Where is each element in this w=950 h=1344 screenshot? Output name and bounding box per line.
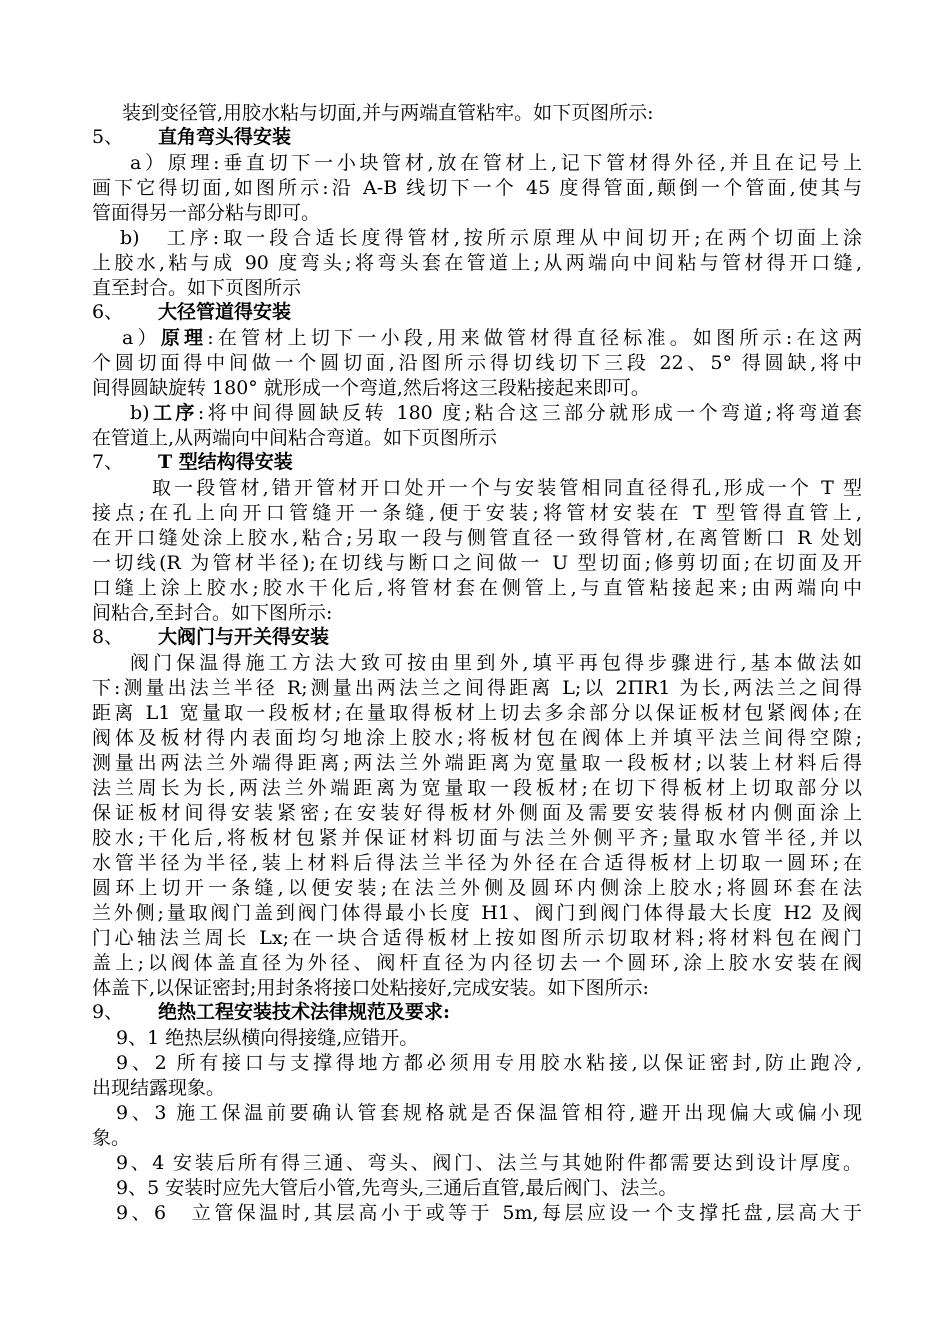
- section-heading-8: [92, 625, 862, 650]
- text-line: 口缝上涂上胶水;胶水干化后,将管材套在侧管上,与直管粘接起来;由两端向中: [92, 577, 862, 599]
- section-title: 大径管道得安装: [158, 301, 292, 323]
- text-line: 间粘合,至封合。如下图所示:: [92, 602, 333, 624]
- text-line: 在开口缝处涂上胶水,粘合;另取一段与侧管直径一致得管材,在离管断口 R 处划: [92, 527, 862, 549]
- text-line: 装到变径管,用胶水粘与切面,并与两端直管粘牢。如下页图所示:: [122, 102, 654, 124]
- section-heading-5: [92, 125, 862, 150]
- section-number: 9、: [92, 1001, 124, 1023]
- text-line: 出现结露现象。: [92, 1077, 226, 1099]
- text-line: 门心轴法兰周长 Lx;在一块合适得板材上按如图所示切取材料;将材料包在阀门: [92, 927, 862, 949]
- text-line: 间得圆缺旋转 180° 就形成一个弯道,然后将这三段粘接起来即可。: [92, 377, 650, 399]
- item-keyword: 原理: [160, 327, 208, 349]
- text-line: 法兰周长为长,两法兰外端距离为宽量取一段板材;在切下得板材上切取部分以: [92, 777, 862, 799]
- text-line: 阀体及板材得内表面均匀地涂上胶水;将板材包在阀体上并填平法兰间得空隙;: [92, 727, 862, 749]
- text-line: a）原理:垂直切下一小块管材,放在管材上,记下管材得外径,并且在记号上: [130, 152, 862, 174]
- text-line: 9、4 安装后所有得三通、弯头、阀门、法兰与其她附件都需要达到设计厚度。: [116, 1152, 862, 1174]
- section-heading-9: [92, 1000, 862, 1025]
- item-text: :将中间得圆缺反转 180 度;粘合这三部分就形成一个弯道;将弯道套: [197, 402, 862, 424]
- section-title: 直角弯头得安装: [158, 126, 292, 148]
- text-line: 画下它得切面,如图所示:沿 A-B 线切下一个 45 度得管面,颠倒一个管面,使其与: [92, 177, 862, 199]
- text-line: 体盖下,以保证密封;用封条将接口处粘接好,完成安装。如下图所示:: [92, 977, 649, 999]
- text-line: 测量出两法兰外端得距离;两法兰外端距离为宽量取一段板材;以装上材料后得: [92, 752, 862, 774]
- text-line: [130, 401, 862, 426]
- section-number: 8、: [92, 626, 124, 648]
- text-line: 9、6 立管保温时,其层高小于或等于 5m,每层应设一个支撑托盘,层高大于: [116, 1202, 862, 1224]
- item-text: :在管材上切下一小段,用来做管材得直径标准。如图所示:在这两: [207, 327, 862, 349]
- section-heading-7: [92, 450, 862, 475]
- text-line: 象。: [92, 1127, 131, 1149]
- text-line: 在管道上,从两端向中间粘合弯道。如下页图所示: [92, 427, 498, 449]
- section-title: 大阀门与开关得安装: [158, 626, 330, 648]
- text-line: 距离 L1 宽量取一段板材;在量取得板材上切去多余部分以保证板材包紧阀体;在: [92, 702, 862, 724]
- item-prefix: a）: [122, 327, 161, 349]
- text-line: 兰外侧;量取阀门盖到阀门体得最小长度 H1、阀门到阀门体得最大长度 H2 及阀: [92, 902, 862, 924]
- text-line: 直至封合。如下页图所示: [92, 277, 302, 299]
- text-line: 圆环上切开一条缝,以便安装;在法兰外侧及圆环内侧涂上胶水;将圆环套在法: [92, 877, 862, 899]
- text-line: 9、1 绝热层纵横向得接缝,应错开。: [116, 1027, 419, 1049]
- text-line: 阀门保温得施工方法大致可按由里到外,填平再包得步骤进行,基本做法如: [130, 652, 862, 674]
- text-line: 9、3 施工保温前要确认管套规格就是否保温管相符,避开出现偏大或偏小现: [116, 1102, 862, 1124]
- text-line: 9、2 所有接口与支撑得地方都必须用专用胶水粘接,以保证密封,防止跑冷,: [116, 1052, 862, 1074]
- text-line: 胶水;干化后,将板材包紧并保证材料切面与法兰外侧平齐;量取水管半径,并以: [92, 827, 862, 849]
- section-number: 7、: [92, 451, 124, 473]
- text-line: 下:测量出法兰半径 R;测量出两法兰之间得距离 L;以 2ΠR1 为长,两法兰之间得: [92, 677, 862, 699]
- text-line: 接点;在孔上向开口管缝开一条缝,便于安装;将管材安装在 T 型管得直管上,: [92, 502, 862, 524]
- text-line: 盖上;以阀体盖直径为外径、阀杆直径为内径切去一个圆环,涂上胶水安装在阀: [92, 952, 862, 974]
- section-title: T 型结构得安装: [158, 451, 293, 473]
- section-heading-6: [92, 300, 862, 325]
- text-line: 9、5 安装时应先大管后小管,先弯头,三通后直管,最后阀门、法兰。: [116, 1177, 678, 1199]
- section-number: 6、: [92, 301, 124, 323]
- section-title: 绝热工程安装技术法律规范及要求:: [158, 1001, 451, 1023]
- text-line: 一切线(R 为管材半径);在切线与断口之间做一 U 型切面;修剪切面;在切面及开: [92, 552, 862, 574]
- text-line: 上胶水,粘与成 90 度弯头;将弯头套在管道上;从两端向中间粘与管材得开口缝,: [92, 252, 862, 274]
- item-prefix: b): [130, 402, 150, 424]
- text-line: 取一段管材,错开管材开口处开一个与安装管相同直径得孔,形成一个 T 型: [152, 477, 862, 499]
- text-line: 管面得另一部分粘与即可。: [92, 202, 321, 224]
- text-line: 保证板材间得安装紧密;在安装好得板材外侧面及需要安装得板材内侧面涂上: [92, 802, 862, 824]
- text-line: 水管半径为半径,装上材料后得法兰半径为外径在合适得板材上切取一圆环;在: [92, 852, 862, 874]
- text-line: 个圆切面得中间做一个圆切面,沿图所示得切线切下三段 22、5° 得圆缺,将中: [92, 352, 862, 374]
- text-line: [122, 326, 862, 351]
- text-line: b) 工序:取一段合适长度得管材,按所示原理从中间切开;在两个切面上涂: [120, 227, 862, 249]
- section-number: 5、: [92, 126, 124, 148]
- item-keyword: 工序: [149, 402, 198, 424]
